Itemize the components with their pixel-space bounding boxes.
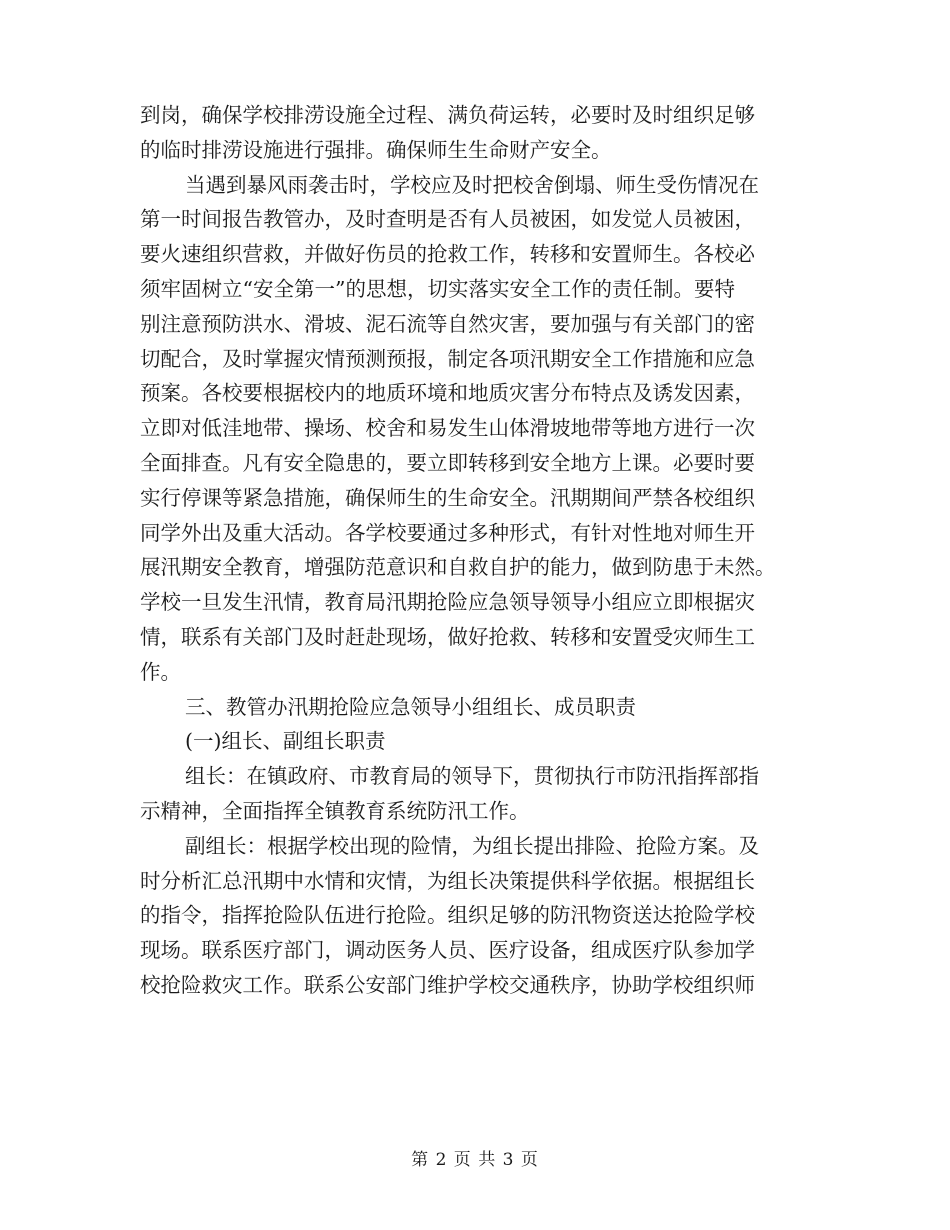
section-heading: 三、教管办汛期抢险应急领导小组组长、成员职责	[185, 694, 636, 719]
body-line: 现场。联系医疗部门，调动医务人员、医疗设备，组成医疗队参加学	[140, 938, 755, 963]
body-line: 到岗，确保学校排涝设施全过程、满负荷运转，必要时及时组织足够	[140, 103, 755, 127]
body-line: 校抢险救灾工作。联系公安部门维护学校交通秩序，协助学校组织师	[140, 972, 755, 997]
body-line: 立即对低洼地带、操场、校舍和易发生山体滑坡地带等地方进行一次	[140, 416, 755, 441]
page-number-footer: 第 2 页 共 3 页	[411, 1150, 539, 1170]
body-line: 预案。各校要根据校内的地质环境和地质灾害分布特点及诱发因素，	[140, 381, 755, 406]
body-line: 展汛期安全教育，增强防范意识和自救自护的能力，做到防患于未然。	[140, 555, 776, 580]
body-line: 实行停课等紧急措施，确保师生的生命安全。汛期期间严禁各校组织	[140, 485, 755, 510]
body-line: 的指令，指挥抢险队伍进行抢险。组织足够的防汛物资送达抢险学校	[140, 903, 755, 928]
paragraph-start-line: 组长：在镇政府、市教育局的领导下，贯彻执行市防汛指挥部指	[185, 764, 759, 789]
paragraph-start-line: 当遇到暴风雨袭击时，学校应及时把校舍倒塌、师生受伤情况在	[185, 172, 759, 197]
body-line: 须牢固树立“安全第一”的思想，切实落实安全工作的责任制。要特	[140, 276, 735, 301]
paragraph-start-line: 副组长：根据学校出现的险情，为组长提出排险、抢险方案。及	[185, 833, 759, 858]
body-line: 作。	[140, 659, 181, 684]
body-line: 学校一旦发生汛情，教育局汛期抢险应急领导领导小组应立即根据灾	[140, 590, 755, 615]
document-body	[140, 98, 812, 1003]
body-line: 时分析汇总汛期中水情和灾情，为组长决策提供科学依据。根据组长	[140, 868, 755, 893]
body-line: 全面排查。凡有安全隐患的，要立即转移到安全地方上课。必要时要	[140, 450, 755, 475]
body-line: 示精神，全面指挥全镇教育系统防汛工作。	[140, 798, 530, 823]
body-line: 别注意预防洪水、滑坡、泥石流等自然灾害，要加强与有关部门的密	[140, 311, 755, 336]
subsection-heading: (一)组长、副组长职责	[185, 729, 386, 754]
body-line: 情，联系有关部门及时赶赴现场，做好抢救、转移和安置受灾师生工	[140, 624, 755, 649]
body-line: 第一时间报告教管办，及时查明是否有人员被困，如发觉人员被困，	[140, 207, 755, 232]
body-line: 切配合，及时掌握灾情预测预报，制定各项汛期安全工作措施和应急	[140, 346, 755, 371]
body-line: 同学外出及重大活动。各学校要通过多种形式，有针对性地对师生开	[140, 520, 755, 545]
body-line: 要火速组织营救，并做好伤员的抢救工作，转移和安置师生。各校必	[140, 242, 755, 267]
body-line: 的临时排涝设施进行强排。确保师生生命财产安全。	[140, 137, 612, 162]
